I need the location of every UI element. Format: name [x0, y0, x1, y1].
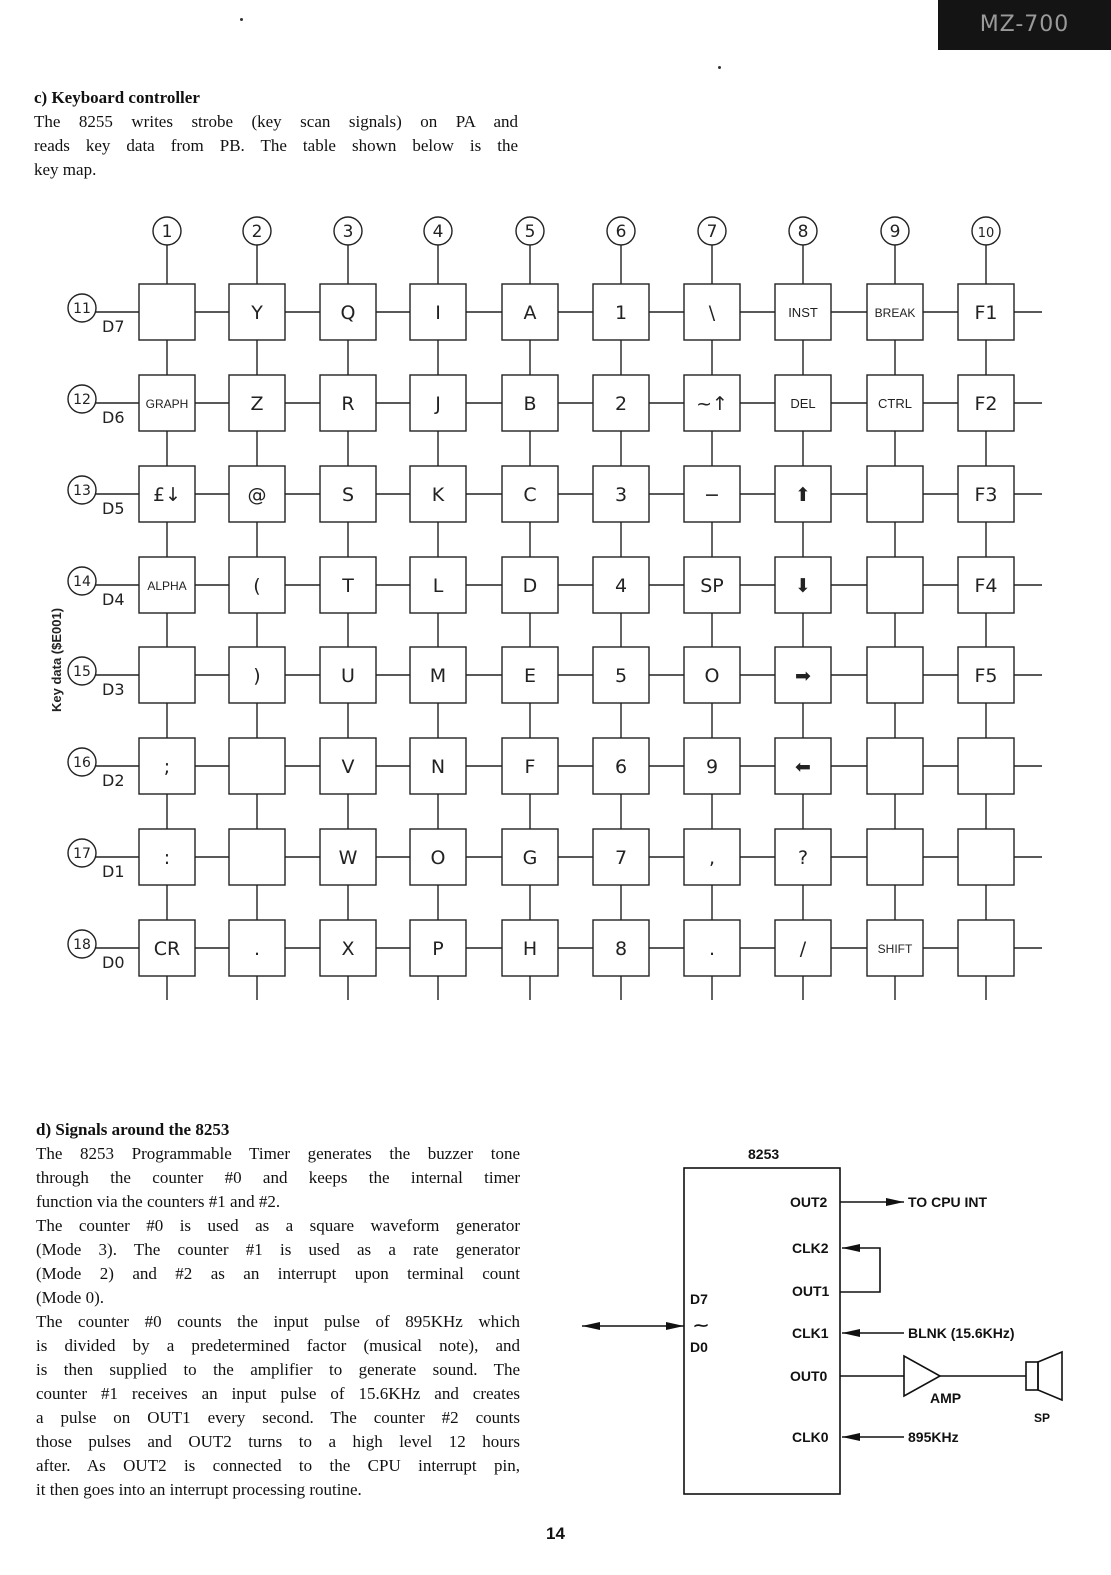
row-number: 17: [73, 846, 91, 862]
key-label: DEL: [790, 396, 816, 411]
pin-clk2: CLK2: [792, 1240, 829, 1256]
clk2-arrow: [842, 1244, 860, 1252]
row-data-bit: D7: [102, 317, 125, 336]
key-label: .: [708, 938, 716, 960]
text-line: The 8255 writes strobe (key scan signals) on PA and: [34, 112, 518, 131]
key-label: F4: [974, 575, 998, 597]
column-number: 1: [161, 222, 173, 242]
pin-clk0: CLK0: [792, 1429, 829, 1445]
key-label: 9: [705, 756, 719, 778]
key-label: W: [338, 847, 358, 869]
row-data-bit: D1: [102, 862, 125, 881]
row-number: 14: [73, 574, 91, 590]
key-data-axis-label: Key data ($E001): [49, 607, 64, 712]
timer-heading: d) Signals around the 8253: [36, 1120, 230, 1139]
text-line: through the counter #0 and keeps the internal timer: [36, 1168, 520, 1187]
text-line: a pulse on OUT1 every second. The counter #2 counts: [36, 1408, 520, 1427]
column-number: 6: [615, 222, 627, 242]
column-number: 3: [342, 222, 354, 242]
column-number: 4: [432, 222, 444, 242]
text-line: is divided by a predetermined factor (musical note), and: [36, 1336, 520, 1355]
chip-label: 8253: [748, 1146, 780, 1162]
row-number: 13: [73, 483, 91, 499]
key-label: Y: [251, 302, 263, 324]
text-line: reads key data from PB. The table shown below is the: [34, 136, 518, 155]
key-label: ⬅: [795, 756, 811, 778]
out1-clk2-loop: [840, 1248, 880, 1292]
text-line: The 8253 Programmable Timer generates the buzzer tone: [36, 1144, 520, 1163]
text-line: counter #1 receives an input pulse of 15.6KHz and creates: [36, 1384, 520, 1403]
data-bus-bottom-label: D0: [690, 1339, 708, 1355]
text-line: it then goes into an interrupt processing routine.: [36, 1480, 362, 1499]
row-number: 18: [73, 937, 91, 953]
key-label: BREAK: [874, 306, 916, 320]
key-label: \: [708, 302, 716, 324]
key-label: N: [430, 756, 446, 778]
text-line: (Mode 3). The counter #1 is used as a rate generator: [36, 1240, 520, 1259]
pin-clk1: CLK1: [792, 1325, 829, 1341]
row-number: 16: [73, 755, 91, 771]
key-label: 3: [614, 484, 628, 506]
key-label: P: [432, 938, 444, 960]
key-label: O: [430, 847, 446, 869]
text-line: (Mode 0).: [36, 1288, 104, 1307]
key-label: ?: [797, 847, 809, 869]
row-data-bit: D5: [102, 499, 125, 518]
key-label: U: [341, 665, 355, 687]
key-label: F: [524, 756, 536, 778]
key-label: B: [523, 393, 537, 415]
key-label: V: [341, 756, 355, 778]
data-bus-arrow-right: [666, 1322, 684, 1330]
clk1-arrow: [842, 1329, 860, 1337]
key-label: ): [253, 665, 261, 687]
to-cpu-int-label: TO CPU INT: [908, 1194, 988, 1210]
key-label: ⬆: [795, 484, 811, 506]
key-label: −: [704, 484, 720, 506]
text-line: is then supplied to the amplifier to generate sound. The: [36, 1360, 520, 1379]
key-label: F2: [974, 393, 998, 415]
key-label: F3: [974, 484, 998, 506]
key-label: ;: [163, 756, 171, 778]
key-label: 5: [614, 665, 628, 687]
keyboard-heading: c) Keyboard controller: [34, 88, 200, 107]
row-data-bit: D3: [102, 680, 125, 699]
speaker-cone: [1038, 1352, 1062, 1400]
key-label: 1: [614, 302, 628, 324]
text-line: (Mode 2) and #2 as an interrupt upon terminal count: [36, 1264, 520, 1283]
key-label: R: [341, 393, 355, 415]
key-label: @: [247, 484, 267, 506]
key-label: H: [522, 938, 538, 960]
key-label: L: [432, 575, 444, 597]
key-label: C: [523, 484, 537, 506]
key-label: I: [435, 302, 441, 324]
out2-arrow: [886, 1198, 904, 1206]
key-label: SHIFT: [877, 942, 913, 956]
clock-895-label: 895KHz: [908, 1429, 959, 1445]
clk0-arrow: [842, 1433, 860, 1441]
key-label: 6: [614, 756, 628, 778]
row-data-bit: D6: [102, 408, 125, 427]
blnk-label: BLNK (15.6KHz): [908, 1325, 1015, 1341]
pin-out2: OUT2: [790, 1194, 828, 1210]
key-label: G: [522, 847, 538, 869]
key-label: Z: [250, 393, 264, 415]
key-label: A: [523, 302, 537, 324]
key-label: E: [523, 665, 537, 687]
column-number: 10: [977, 226, 995, 241]
column-number: 7: [706, 222, 718, 242]
amp-label: AMP: [930, 1390, 962, 1406]
key-label: .: [253, 938, 261, 960]
key-label: /: [799, 938, 807, 960]
pin-out0: OUT0: [790, 1368, 828, 1384]
column-number: 2: [251, 222, 263, 242]
column-number: 9: [889, 222, 901, 242]
key-label: ,: [708, 847, 716, 869]
column-number: 8: [797, 222, 809, 242]
key-label: 2: [614, 393, 628, 415]
key-label: O: [704, 665, 720, 687]
text-line: The counter #0 counts the input pulse of 895KHz which: [36, 1312, 520, 1331]
row-number: 15: [73, 664, 91, 680]
key-label: Q: [340, 302, 356, 324]
key-label: INST: [788, 305, 818, 320]
row-data-bit: D4: [102, 590, 125, 609]
key-label: SP: [700, 575, 724, 597]
text-line: those pulses and OUT2 turns to a high level 12 hours: [36, 1432, 520, 1451]
column-number: 5: [524, 222, 536, 242]
key-label: CTRL: [878, 396, 912, 411]
data-bus-top-label: D7: [690, 1291, 708, 1307]
pin-out1: OUT1: [792, 1283, 830, 1299]
key-label: GRAPH: [145, 397, 189, 411]
text-line: The counter #0 is used as a square waveform generator: [36, 1216, 520, 1235]
speaker-magnet: [1026, 1362, 1038, 1390]
key-label: D: [522, 575, 538, 597]
model-tag: MZ-700: [938, 0, 1111, 50]
key-label: 8: [614, 938, 628, 960]
speaker-label: SP: [1034, 1411, 1051, 1425]
key-label: £↓: [152, 484, 182, 506]
key-label: J: [435, 393, 441, 415]
data-bus-range-mark: ⁓: [694, 1317, 708, 1333]
text-line: after. As OUT2 is connected to the CPU interrupt pin,: [36, 1456, 520, 1475]
key-label: ~↑: [696, 393, 728, 415]
row-data-bit: D2: [102, 771, 125, 790]
key-label: (: [253, 575, 261, 597]
text-line: key map.: [34, 160, 97, 179]
key-label: K: [431, 484, 445, 506]
key-label: ALPHA: [147, 579, 187, 593]
page-number: 14: [546, 1524, 565, 1543]
key-label: F5: [974, 665, 998, 687]
key-label: 7: [614, 847, 628, 869]
key-label: ➡: [795, 665, 811, 687]
key-label: :: [163, 847, 171, 869]
key-label: F1: [974, 302, 998, 324]
data-bus-arrow-left: [582, 1322, 600, 1330]
key-label: CR: [153, 938, 181, 960]
key-label: X: [341, 938, 355, 960]
key-label: M: [429, 665, 447, 687]
row-data-bit: D0: [102, 953, 125, 972]
text-line: function via the counters #1 and #2.: [36, 1192, 281, 1211]
key-label: 4: [614, 575, 628, 597]
key-label: S: [341, 484, 355, 506]
row-number: 12: [73, 392, 91, 408]
row-number: 11: [73, 301, 91, 317]
key-label: T: [342, 575, 354, 597]
key-label: ⬇: [795, 575, 811, 597]
